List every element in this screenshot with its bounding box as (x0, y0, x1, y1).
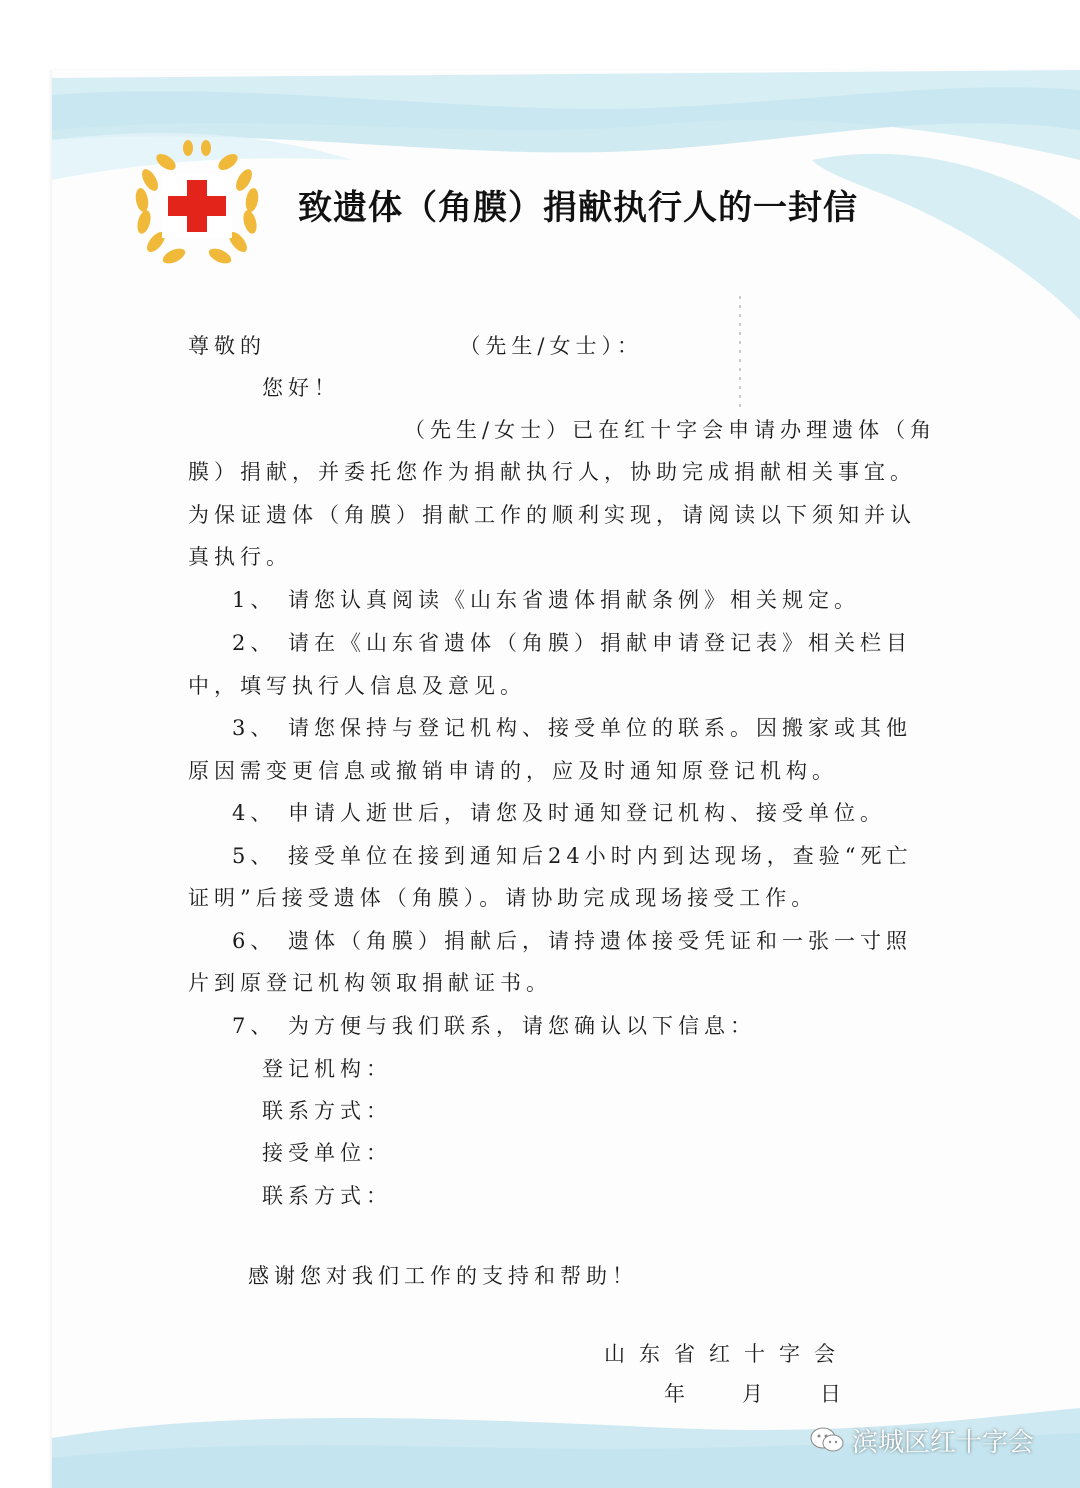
intro-line-1: （先生/女士）已在红十字会申请办理遗体（角 (404, 418, 937, 442)
salutation-suffix: （先生/女士）： (459, 334, 643, 358)
watermark-text: 滨城区红十字会 (852, 1427, 1035, 1458)
contact-field-receiver: 接受单位： (262, 1141, 392, 1165)
scan-artifact (738, 296, 742, 408)
red-cross-emblem-icon (128, 140, 266, 270)
intro-line-3: 为保证遗体（角膜）捐献工作的顺利实现，请阅读以下须知并认 (188, 503, 916, 527)
wechat-icon (810, 1426, 844, 1454)
signature-date: 年 月 日 (664, 1382, 859, 1406)
page-title: 致遗体（角膜）捐献执行人的一封信 (298, 188, 858, 228)
item-2-line-2: 中，填写执行人信息及意见。 (188, 674, 526, 698)
wechat-watermark (810, 1420, 1034, 1460)
item-7: 7、 为方便与我们联系，请您确认以下信息： (232, 1014, 757, 1038)
intro-line-4: 真执行。 (188, 545, 292, 569)
intro-line-2: 膜）捐献，并委托您作为捐献执行人，协助完成捐献相关事宜。 (188, 460, 916, 484)
item-4: 4、 申请人逝世后，请您及时通知登记机构、接受单位。 (232, 801, 887, 825)
closing-text: 感谢您对我们工作的支持和帮助！ (248, 1264, 638, 1288)
signature-org: 山东省红十字会 (604, 1342, 849, 1366)
item-5-line-1: 5、 接受单位在接到通知后24小时内到达现场，查验“死亡 (232, 844, 913, 868)
item-5-line-2: 证明”后接受遗体（角膜）。请协助完成现场接受工作。 (188, 886, 818, 910)
item-6-line-1: 6、 遗体（角膜）捐献后，请持遗体接受凭证和一张一寸照 (232, 929, 913, 953)
contact-field-phone-2: 联系方式： (262, 1184, 392, 1208)
item-1: 1、 请您认真阅读《山东省遗体捐献条例》相关规定。 (232, 588, 861, 612)
item-3-line-1: 3、 请您保持与登记机构、接受单位的联系。因搬家或其他 (232, 716, 913, 740)
salutation (188, 330, 643, 360)
salutation-prefix: 尊敬的 (188, 334, 266, 358)
item-3-line-2: 原因需变更信息或撤销申请的，应及时通知原登记机构。 (188, 759, 838, 783)
item-6-line-2: 片到原登记机构领取捐献证书。 (188, 971, 552, 995)
contact-field-phone-1: 联系方式： (262, 1099, 392, 1123)
item-2-line-1: 2、 请在《山东省遗体（角膜）捐献申请登记表》相关栏目 (232, 631, 913, 655)
contact-field-registry: 登记机构： (262, 1057, 392, 1081)
greeting: 您好！ (262, 376, 340, 400)
